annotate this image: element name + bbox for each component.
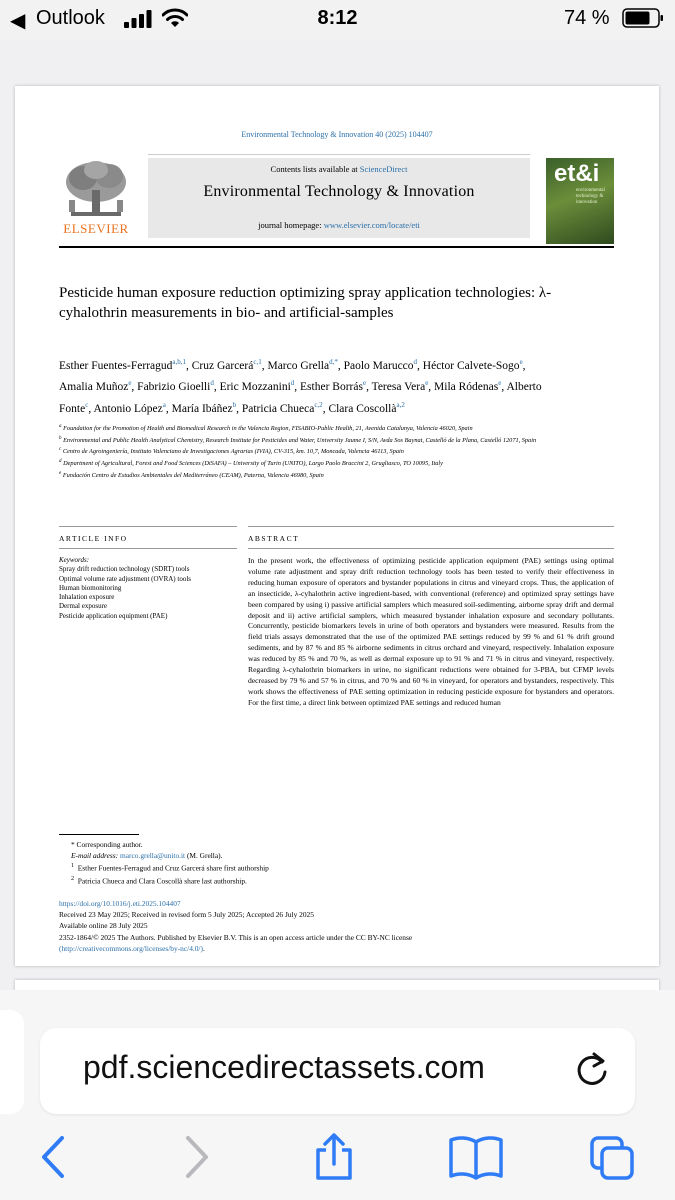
pdf-viewer[interactable]: [0, 40, 675, 990]
back-to-app-arrow-icon[interactable]: ◀: [10, 10, 26, 32]
author-affiliation-marker[interactable]: c,2: [314, 400, 323, 409]
author-name: Esther Borrás: [300, 381, 363, 394]
address-bar[interactable]: [40, 1028, 635, 1114]
author-name: Héctor Calvete-Sogo: [422, 359, 520, 372]
license-line: [59, 943, 614, 954]
share-button[interactable]: [310, 1132, 358, 1182]
forward-button[interactable]: [172, 1132, 220, 1182]
author-affiliation-marker[interactable]: b: [232, 400, 237, 409]
affiliation-text: Environmental and Public Health Analytical Chemistry, Research Institute for Pesticides and Water, University Jaume I, S/N, Avda Sos Baynat, Castelló de la Plana, Castelló 12071, Spain: [63, 436, 537, 444]
cover-title: et&i: [554, 160, 600, 187]
author-name: Eric Mozzanini: [219, 381, 291, 394]
header-divider: [148, 154, 530, 155]
author-affiliation-marker[interactable]: d: [290, 379, 295, 388]
author-name: Paolo Marucco: [343, 359, 414, 372]
contents-prefix: Contents lists available at: [270, 164, 360, 174]
footnote-email: [59, 851, 614, 862]
affiliation-list: [59, 422, 579, 480]
author-name: María Ibáñez: [171, 402, 233, 415]
abstract-text: In the present work, the effectiveness of optimizing pesticide application equipment (PAE) settings using optimal volume rate adjustment and spray drift reduction technology tools has been tested to verify their effectiveness in reducing human exposure of operators and bystander populations in citrus and vineyard crops. Thus, the application of an insecticide, λ-cyhalothrin active ingredient-based, with conventional (reference) and optimized spray settings have been compared by using i) passive artificial samplers which measured soil-sedimenting, airborne spray drift and dermal deposit and ii) active artificial samplers, which measured bystander inhalation exposure and secondary pollutants. Concurrently, pesticide biomarkers levels in urine of both operators and bystanders were measured. Results from the field trials assays demonstrated that the use of the optimized PAE settings reduced by 99 % and 61 % drift ground sediments, and by 87 % and 85 % airborne sediments in citrus orchard and vineyard, respectively. Inhalation exposure was reduced by 85 % and 70 %, as well as dermal exposure up to 91 % and 71 % in citrus and vineyard, respectively. Regarding λ-cyhalothrin biomarkers in urine, no significant reductions were obtained for 3-PBA, but CFMP levels decreased by 79 % and 57 % in citrus, and 70 % and 60 % in vineyard, for operators and bystanders, respectively. This work shows the effectiveness of PAE setting optimization in reducing pesticide exposure for bystanders and operators. For the first time, a direct link between optimized PAE settings and reduced human: [248, 556, 614, 707]
keyword-item: Inhalation exposure: [59, 593, 115, 602]
affiliation-text: Centro de Agroingeniería, Instituto Valenciano de Investigaciones Agrarias (IVIA), CV-315, km. 10,7, Moncada, Valencia 46113, Spain: [62, 448, 404, 456]
affiliation-item: [59, 445, 579, 457]
contents-line: [148, 164, 530, 174]
doi-link[interactable]: https://doi.org/10.1016/j.eti.2025.104407: [59, 899, 181, 908]
license-link[interactable]: (http://creativecommons.org/licenses/by-nc/4.0/): [59, 943, 203, 953]
article-info-heading: ARTICLE INFO: [59, 534, 128, 543]
author-affiliation-marker[interactable]: c,1: [253, 358, 262, 366]
author-affiliation-marker[interactable]: e: [128, 379, 132, 388]
affiliation-marker: b: [59, 435, 62, 441]
affiliation-item: [59, 469, 579, 481]
elsevier-tree-icon: [59, 158, 133, 218]
license-end: .: [202, 943, 205, 953]
author-affiliation-marker[interactable]: d,*: [329, 358, 338, 366]
tabs-button[interactable]: [588, 1132, 636, 1182]
license-text: 2352-1864/© 2025 The Authors. Published by Elsevier B.V. This is an open access article under the CC BY-NC license: [59, 932, 413, 942]
journal-cover-image: [546, 158, 614, 244]
clock: 8:12: [317, 7, 358, 29]
header-rule: [59, 246, 614, 248]
footnote-1-text: Esther Fuentes-Ferragud and Cruz Garcerá share first authorship: [77, 863, 269, 873]
reload-icon[interactable]: [574, 1050, 610, 1088]
article-info-rule: [59, 526, 237, 527]
affiliation-text: Foundation for the Promotion of Health and Biomedical Research in the Valencia Region, FISABIO-Public Health, 21, Avenida Catalunya, Valencia 46020, Spain: [63, 425, 473, 433]
footnote-2-text: Patricia Chueca and Clara Coscollà share last authorship.: [77, 876, 247, 886]
elsevier-wordmark: ELSEVIER: [63, 221, 129, 236]
footnote-rule: [59, 834, 139, 835]
author-name: Marco Grella: [267, 359, 330, 372]
battery-icon: [622, 8, 664, 28]
publication-info: [59, 898, 614, 954]
keyword-item: Spray drift reduction technology (SDRT) tools: [59, 565, 190, 574]
pdf-page[interactable]: [15, 86, 659, 966]
abstract-body-rule: [248, 548, 614, 549]
affiliation-item: [59, 422, 579, 434]
author-affiliation-marker[interactable]: a,2: [396, 400, 405, 409]
received-dates: Received 23 May 2025; Received in revised form 5 July 2025; Accepted 26 July 2025: [59, 910, 314, 920]
author-name: Fabrizio Gioelli: [137, 381, 211, 394]
author-name: Clara Coscollà: [328, 402, 397, 415]
email-label: E-mail address:: [71, 850, 120, 860]
author-affiliation-marker[interactable]: a,b,1: [172, 358, 186, 366]
author-affiliation-marker[interactable]: e: [519, 358, 523, 366]
footnote-corresponding: * Corresponding author.: [71, 840, 143, 849]
status-bar: [0, 0, 675, 40]
keyword-item: Dermal exposure: [59, 602, 108, 611]
affiliation-marker: e: [59, 470, 62, 476]
email-link[interactable]: marco.grella@unito.it: [120, 850, 186, 860]
author-name: Mila Ródenas: [434, 381, 499, 394]
keyword-item: Human biomonitoring: [59, 583, 122, 592]
author-name: Esther Fuentes-Ferragud: [59, 359, 173, 372]
affiliation-marker: a: [59, 424, 62, 429]
affiliation-item: [59, 434, 579, 446]
elsevier-logo: [59, 158, 133, 238]
author-list: Esther Fuentes-Ferragud$^{a,b,1}$, Cruz Garcerá$^{c,1}$, Marco Grella$^{d,*}$, Paolo Marucco$^d$, Héctor Calvete-Sogo$^e$, Amalia Muñoz$^e$, Fabrizio Gioelli$^d$, Eric Mozzanini$^d$, Esther Borrás$^e$, Teresa Vera$^e$, Mila Ródenas$^e$, Alberto Fonte$^c$, Antonio López$^a$, María Ibáñez$^b$, Patricia Chueca$^{c,2}$, Clara Coscollà$^{a,2}$: [59, 358, 542, 415]
author-affiliation-marker[interactable]: c: [85, 400, 89, 409]
author-name: Teresa Vera: [371, 381, 426, 394]
affiliation-text: Fundación Centro de Estudios Ambientales del Mediterráneo (CEAM), Paterna, Valencia 46980, Spain: [62, 471, 324, 479]
back-button[interactable]: [30, 1132, 78, 1182]
journal-header: [148, 158, 530, 238]
affiliation-marker: c: [59, 447, 62, 453]
affiliation-marker: d: [59, 459, 62, 465]
keywords-block: [59, 556, 239, 621]
footnote-2: $^2$ Patricia Chueca and Clara Coscollà share last authorship.: [71, 875, 247, 886]
author-name: Antonio López: [93, 402, 163, 415]
homepage-prefix: journal homepage:: [258, 220, 324, 230]
affiliation-item: [59, 457, 579, 469]
cover-subtitle: environmental technology & innovation: [576, 188, 605, 205]
previous-tab-preview[interactable]: [0, 1010, 24, 1114]
available-online: Available online 28 July 2025: [59, 921, 148, 931]
author-affiliation-marker[interactable]: e: [425, 379, 429, 388]
footnotes: [59, 840, 614, 887]
abstract-heading: ABSTRACT: [248, 534, 300, 543]
keyword-item: Pesticide application equipment (PAE): [59, 611, 168, 620]
back-to-app-label[interactable]: Outlook: [36, 7, 105, 29]
author-affiliation-marker[interactable]: d: [413, 358, 418, 366]
corresponding-author-note: Corresponding author.: [76, 840, 143, 849]
homepage-line: [148, 220, 530, 230]
email-suffix: (M. Grella).: [185, 850, 223, 860]
author-name: Cruz Garcerá: [191, 359, 254, 372]
url-text[interactable]: pdf.sciencedirectassets.com: [83, 1049, 485, 1085]
footnote-1: $^1$ Esther Fuentes-Ferragud and Cruz Garcerá share first authorship: [71, 863, 269, 873]
author-affiliation-marker[interactable]: d: [210, 379, 214, 388]
abstract-rule: [248, 526, 614, 527]
journal-citation-link[interactable]: Environmental Technology & Innovation 40 (2025) 104407: [241, 130, 433, 139]
bookmarks-button[interactable]: [448, 1132, 504, 1182]
author-affiliation-marker[interactable]: e: [362, 379, 367, 388]
battery-percentage: 74 %: [564, 7, 610, 29]
keywords-label: Keywords:: [59, 556, 90, 564]
keyword-item: Optimal volume rate adjustment (OVRA) tools: [59, 574, 192, 583]
author-name: Patricia Chueca: [241, 402, 315, 415]
author-name: Alberto Fonte: [59, 381, 542, 415]
browser-toolbar: [0, 1126, 675, 1190]
journal-title: Environmental Technology & Innovation: [203, 183, 475, 200]
journal-homepage-link[interactable]: www.elsevier.com/locate/eti: [323, 220, 420, 230]
author-affiliation-marker[interactable]: e: [498, 379, 502, 388]
paper-title: Pesticide human exposure reduction optimizing spray application technologies: λ-cyhalothrin measurements in bio- and artificial-samples: [59, 285, 552, 321]
keywords-rule: [59, 548, 237, 549]
affiliation-text: Department of Agricultural, Forest and Food Sciences (DiSAFA) – University of Turin (UNITO), Largo Paolo Braccini 2, Grugliasco, TO 10095, Italy: [63, 460, 443, 468]
sciencedirect-link[interactable]: ScienceDirect: [359, 164, 408, 174]
author-name: Amalia Muñoz: [59, 381, 129, 394]
author-affiliation-marker[interactable]: a: [162, 400, 166, 409]
